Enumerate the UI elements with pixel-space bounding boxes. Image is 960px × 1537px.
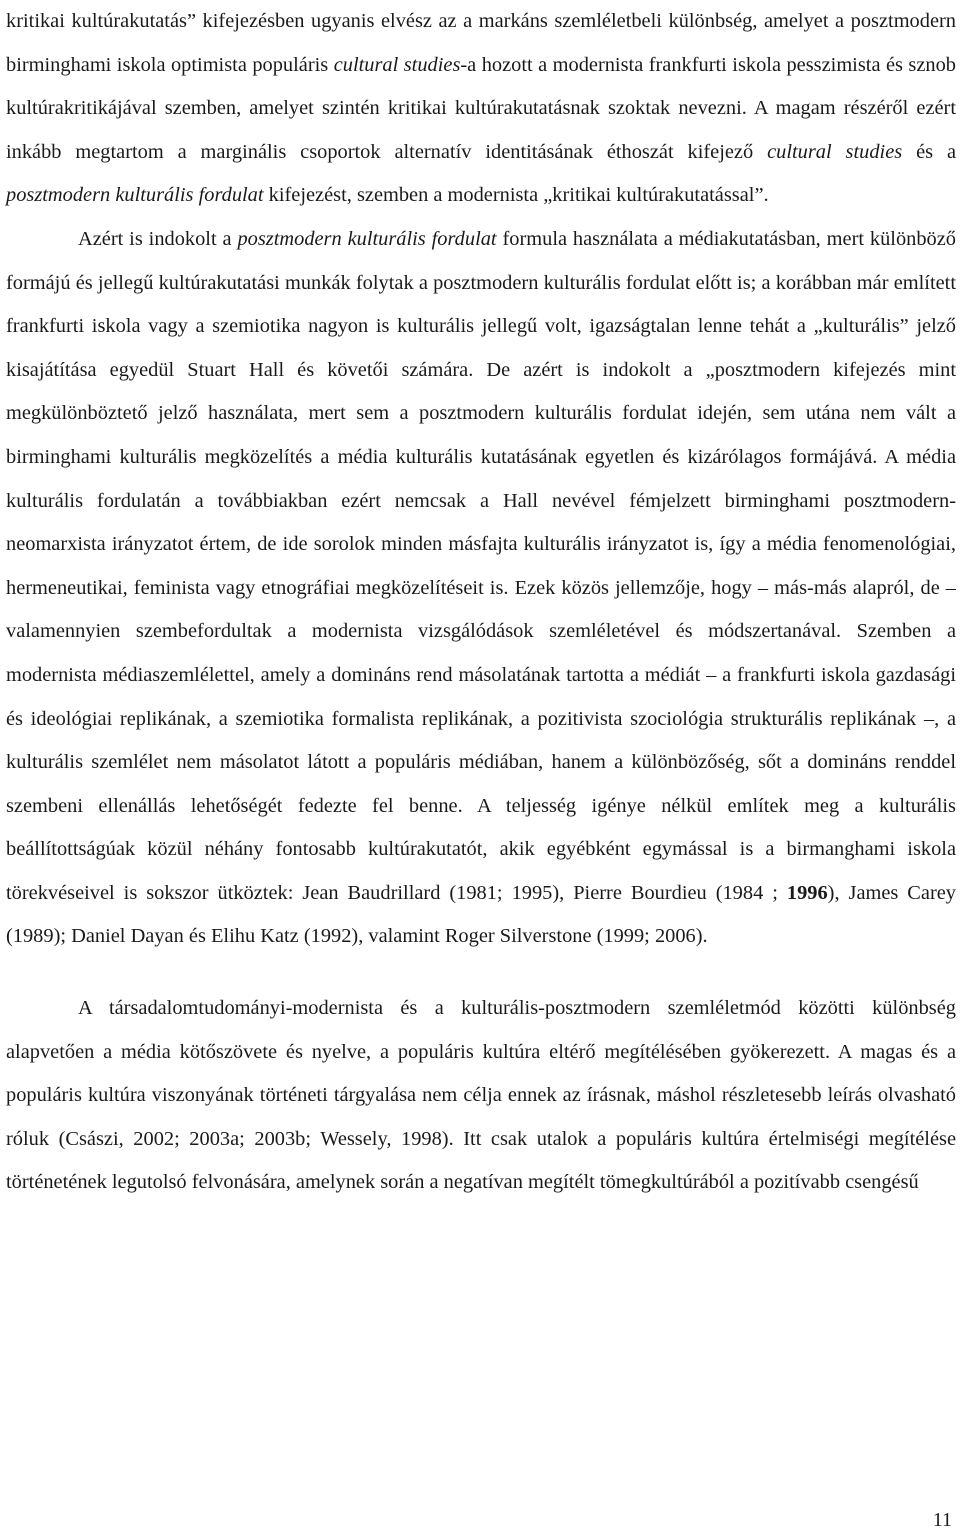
text-run: 1996 xyxy=(786,881,828,904)
text-run: -a hozott a modernista frankfurti iskola pesszimista és sznob kultúrakritikájával szemben, amelyet szintén kritikai kultúrakutatásnak szoktak nevezni. A magam részéről ezért inkább megtartom a marginális csoportok alternatív identitásának éthoszát kifejező xyxy=(6,53,956,163)
text-run: Azért is indokolt a xyxy=(78,227,238,250)
paragraph-1 xyxy=(6,0,956,218)
text-run: A társadalomtudományi-modernista és a kulturális-posztmodern szemléletmód közötti különbség alapvetően a média kötőszövete és nyelve, a populáris kultúra eltérő megítélésében gyökerezett. A magas és a populáris kultúra viszonyának történeti tárgyalása nem célja ennek az írásnak, máshol részletesebb leírás olvasható róluk (Császi, 2002; 2003a; 2003b; Wessely, 1998). Itt csak utalok a populáris kultúra értelmiségi megítélése történetének legutolsó felvonására, amelynek során a negatívan megítélt tömegkultúrából a pozitívabb csengésű xyxy=(6,997,956,1194)
document-page xyxy=(6,0,956,1205)
text-run: posztmodern kulturális fordulat xyxy=(6,184,264,207)
text-run: cultural studies xyxy=(767,140,903,163)
text-run: kifejezést, szemben a modernista „kritikai kultúrakutatással”. xyxy=(263,184,769,207)
text-run: cultural studies xyxy=(333,53,461,76)
paragraph-2 xyxy=(6,218,956,959)
text-run: formula használata a médiakutatásban, mert különböző formájú és jellegű kultúrakutatási munkák folytak a posztmodern kulturális fordulat előtt is; a korábban már említett frankfurti iskola vagy a szemiotika nagyon is kulturális jellegű volt, igazságtalan lenne tehát a „kulturális” jelző kisajátítása egyedül Stuart Hall és követői számára. De azért is indokolt a „posztmodern kifejezés mint megkülönböztető jelző használata, mert sem a posztmodern kulturális fordulat idején, sem utána nem vált a birminghami kulturális megközelítés a média kulturális kutatásának egyetlen és kizárólagos formájává. A média kulturális fordulatán a továbbiakban ezért nemcsak a Hall nevével fémjelzett birminghami posztmodern-neomarxista irányzatot értem, de ide sorolok minden másfajta kulturális irányzatot is, így a média fenomenológiai, hermeneutikai, feminista vagy etnográfiai megközelítéseit is. Ezek közös jellemzője, hogy – más-más alapról, de – valamennyien szembefordultak a modernista vizsgálódások szemléletével és módszertanával. Szemben a modernista médiaszemlélettel, amely a domináns rend másolatának tartotta a médiát – a frankfurti iskola gazdasági és ideológiai replikának, a szemiotika formalista replikának, a pozitivista szociológia strukturális replikának –, a kulturális szemlélet nem másolatot látott a populáris médiában, hanem a különbözőség, sőt a domináns renddel szembeni ellenállás lehetőségét fedezte fel benne. A teljesség igénye nélkül említek meg a kulturális beállítottságúak közül néhány fontosabb kultúrakutatót, akik egyébként egymással is a birmanghami iskola törekvéseivel is sokszor ütköztek: Jean Baudrillard (1981; 1995), Pierre Bourdieu (1984 ; xyxy=(6,227,956,904)
paragraph-3 xyxy=(6,987,956,1205)
text-run: kritikai kultúrakutatás” kifejezésben ugyanis elvész az a markáns szemléletbeli különbség, amelyet a posztmodern birminghami iskola optimista populáris xyxy=(6,10,956,76)
text-run: posztmodern kulturális fordulat xyxy=(237,227,497,250)
page-number: 11 xyxy=(932,1509,952,1531)
text-run: ), James Carey (1989); Daniel Dayan és Elihu Katz (1992), valamint Roger Silverstone (1999; 2006). xyxy=(6,881,956,948)
text-run: és a xyxy=(902,140,957,163)
